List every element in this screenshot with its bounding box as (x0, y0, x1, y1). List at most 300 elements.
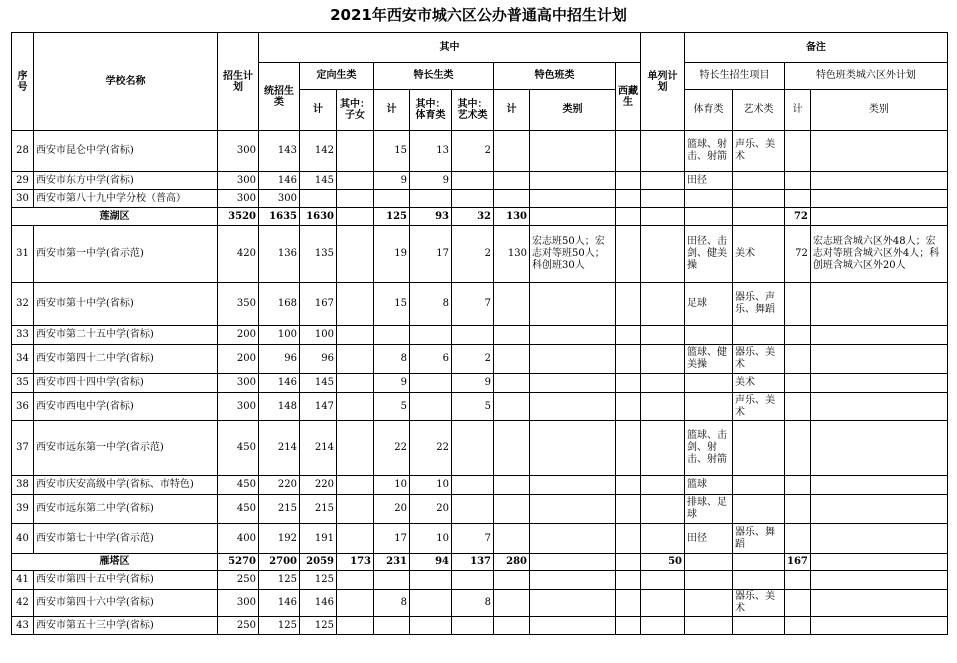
cell-tc-tiyu: 17 (410, 226, 452, 283)
cell-to-leibie (810, 208, 947, 226)
cell-seq: 38 (12, 476, 34, 495)
cell-danlie (641, 326, 685, 345)
header-ts-leibie: 类别 (530, 90, 616, 131)
cell-ts-leibie (530, 208, 616, 226)
cell-xizang (616, 524, 641, 554)
cell-tc-yishu (452, 421, 494, 476)
cell-tc-tiyu (410, 590, 452, 617)
header-danlie: 单列计划 (641, 33, 685, 131)
cell-sport: 排球、足球 (685, 495, 733, 524)
header-tiyu-lei: 体育类 (685, 90, 733, 131)
cell-to-ji (785, 283, 811, 326)
cell-ts-ji: 130 (494, 226, 530, 283)
cell-tongzhao: 215 (259, 495, 300, 524)
cell-seq: 41 (12, 571, 34, 590)
cell-dx-ji: 125 (300, 617, 337, 635)
cell-tc-ji: 231 (374, 554, 410, 571)
cell-tc-yishu: 2 (452, 345, 494, 374)
cell-ts-leibie (530, 571, 616, 590)
cell-to-ji (785, 590, 811, 617)
table-row (12, 617, 948, 635)
cell-ts-leibie (530, 326, 616, 345)
cell-dx-ji: 135 (300, 226, 337, 283)
cell-xizang (616, 190, 641, 208)
cell-school: 西安市第五十三中学(省标) (34, 617, 218, 635)
cell-sport: 篮球、射击、射箭 (685, 131, 733, 172)
cell-dx-ji: 2059 (300, 554, 337, 571)
cell-xizang (616, 476, 641, 495)
cell-tongzhao: 192 (259, 524, 300, 554)
table-row (12, 226, 948, 283)
cell-plan: 350 (218, 283, 259, 326)
cell-xizang (616, 554, 641, 571)
cell-tc-yishu (452, 617, 494, 635)
cell-danlie (641, 590, 685, 617)
cell-tongzhao: 168 (259, 283, 300, 326)
cell-dx-zinv: 173 (337, 554, 374, 571)
cell-dx-ji: 167 (300, 283, 337, 326)
cell-seq: 37 (12, 421, 34, 476)
cell-tongzhao: 125 (259, 571, 300, 590)
cell-danlie (641, 524, 685, 554)
cell-plan: 400 (218, 524, 259, 554)
cell-school: 西安市东方中学(省标) (34, 172, 218, 190)
cell-seq: 32 (12, 283, 34, 326)
cell-danlie (641, 374, 685, 393)
cell-tc-ji (374, 617, 410, 635)
cell-tongzhao: 143 (259, 131, 300, 172)
cell-ts-ji (494, 283, 530, 326)
cell-tc-yishu: 2 (452, 226, 494, 283)
cell-ts-ji (494, 326, 530, 345)
header-tc-yishu: 其中：艺术类 (452, 90, 494, 131)
cell-danlie (641, 190, 685, 208)
header-school: 学校名称 (34, 33, 218, 131)
header-tc-ji: 计 (374, 90, 410, 131)
cell-tc-yishu: 7 (452, 524, 494, 554)
table-row (12, 172, 948, 190)
cell-tc-yishu: 8 (452, 590, 494, 617)
cell-school: 西安市第十中学(省标) (34, 283, 218, 326)
cell-tc-yishu (452, 326, 494, 345)
cell-tc-yishu: 137 (452, 554, 494, 571)
cell-tc-ji: 8 (374, 590, 410, 617)
cell-dx-zinv (337, 283, 374, 326)
cell-sport: 田径 (685, 524, 733, 554)
header-tc-tiyu: 其中：体育类 (410, 90, 452, 131)
header-tc-project: 特长生招生项目 (685, 63, 785, 90)
cell-xizang (616, 226, 641, 283)
cell-sport (685, 617, 733, 635)
cell-tc-tiyu: 94 (410, 554, 452, 571)
cell-school: 西安市第一中学(省示范) (34, 226, 218, 283)
header-plan: 招生计划 (218, 33, 259, 131)
cell-art: 美术 (733, 226, 785, 283)
cell-school: 西安市第八十九中学分校（普高） (34, 190, 218, 208)
header-dx-ji: 计 (300, 90, 337, 131)
cell-to-leibie (810, 571, 947, 590)
cell-tc-yishu: 32 (452, 208, 494, 226)
cell-tongzhao: 220 (259, 476, 300, 495)
cell-art: 器乐、美术 (733, 345, 785, 374)
cell-ts-ji (494, 190, 530, 208)
cell-dx-zinv (337, 226, 374, 283)
cell-school: 西安市第四十六中学(省标) (34, 590, 218, 617)
cell-art: 器乐、美术 (733, 590, 785, 617)
cell-seq: 43 (12, 617, 34, 635)
cell-xizang (616, 421, 641, 476)
cell-ts-leibie (530, 190, 616, 208)
cell-tongzhao: 146 (259, 172, 300, 190)
cell-to-leibie (810, 345, 947, 374)
cell-seq: 30 (12, 190, 34, 208)
district-subtotal-row (12, 208, 948, 226)
header-to-ji: 计 (785, 90, 811, 131)
cell-to-leibie (810, 476, 947, 495)
cell-dx-zinv (337, 495, 374, 524)
header-to-leibie: 类别 (810, 90, 947, 131)
cell-ts-ji (494, 495, 530, 524)
cell-to-leibie (810, 554, 947, 571)
cell-tc-tiyu: 13 (410, 131, 452, 172)
cell-tc-tiyu (410, 571, 452, 590)
cell-school: 西安市第四十五中学(省标) (34, 571, 218, 590)
table-row (12, 345, 948, 374)
cell-tc-tiyu (410, 326, 452, 345)
cell-tongzhao: 2700 (259, 554, 300, 571)
cell-school: 西安市远东第一中学(省示范) (34, 421, 218, 476)
cell-dx-ji: 1630 (300, 208, 337, 226)
cell-ts-ji (494, 590, 530, 617)
cell-xizang (616, 326, 641, 345)
cell-plan: 200 (218, 326, 259, 345)
cell-ts-leibie (530, 393, 616, 421)
cell-sport (685, 190, 733, 208)
cell-danlie (641, 393, 685, 421)
cell-plan: 300 (218, 374, 259, 393)
cell-tongzhao: 100 (259, 326, 300, 345)
cell-district: 莲湖区 (12, 208, 218, 226)
cell-tc-yishu: 9 (452, 374, 494, 393)
cell-dx-ji: 145 (300, 374, 337, 393)
cell-danlie (641, 226, 685, 283)
cell-dx-zinv (337, 393, 374, 421)
cell-tc-yishu: 7 (452, 283, 494, 326)
cell-tc-ji: 125 (374, 208, 410, 226)
header-ts-ji: 计 (494, 90, 530, 131)
cell-tongzhao: 125 (259, 617, 300, 635)
cell-to-ji (785, 393, 811, 421)
cell-to-leibie (810, 326, 947, 345)
cell-xizang (616, 283, 641, 326)
table-row (12, 283, 948, 326)
cell-dx-zinv (337, 190, 374, 208)
header-qizhong: 其中 (259, 33, 641, 63)
cell-seq: 33 (12, 326, 34, 345)
cell-art (733, 421, 785, 476)
cell-dx-ji: 214 (300, 421, 337, 476)
cell-art: 声乐、美术 (733, 393, 785, 421)
cell-tc-ji: 9 (374, 172, 410, 190)
table-row (12, 476, 948, 495)
cell-dx-zinv (337, 131, 374, 172)
cell-dx-zinv (337, 421, 374, 476)
cell-danlie (641, 617, 685, 635)
cell-tongzhao: 146 (259, 374, 300, 393)
cell-school: 西安市西电中学(省标) (34, 393, 218, 421)
cell-to-leibie (810, 131, 947, 172)
cell-sport: 足球 (685, 283, 733, 326)
cell-to-ji (785, 172, 811, 190)
cell-art (733, 208, 785, 226)
cell-tc-ji: 10 (374, 476, 410, 495)
cell-school: 西安市第二十五中学(省标) (34, 326, 218, 345)
cell-plan: 300 (218, 393, 259, 421)
cell-tongzhao: 96 (259, 345, 300, 374)
cell-tc-tiyu: 9 (410, 172, 452, 190)
cell-dx-ji: 146 (300, 590, 337, 617)
cell-tongzhao: 214 (259, 421, 300, 476)
cell-tc-ji (374, 190, 410, 208)
cell-sport (685, 590, 733, 617)
cell-tc-tiyu: 10 (410, 476, 452, 495)
cell-tc-tiyu: 22 (410, 421, 452, 476)
cell-to-leibie (810, 283, 947, 326)
cell-ts-leibie (530, 131, 616, 172)
cell-xizang (616, 374, 641, 393)
cell-danlie (641, 283, 685, 326)
cell-ts-ji (494, 131, 530, 172)
cell-art (733, 495, 785, 524)
cell-dx-ji: 220 (300, 476, 337, 495)
cell-dx-ji (300, 190, 337, 208)
cell-tc-ji (374, 571, 410, 590)
table-row (12, 590, 948, 617)
cell-tc-ji (374, 326, 410, 345)
cell-xizang (616, 617, 641, 635)
cell-plan: 3520 (218, 208, 259, 226)
cell-plan: 250 (218, 617, 259, 635)
cell-sport (685, 208, 733, 226)
cell-seq: 28 (12, 131, 34, 172)
cell-sport: 田径、击剑、健美操 (685, 226, 733, 283)
cell-to-leibie (810, 421, 947, 476)
cell-to-ji (785, 571, 811, 590)
table-row (12, 374, 948, 393)
cell-art: 器乐、声乐、舞蹈 (733, 283, 785, 326)
cell-xizang (616, 172, 641, 190)
cell-art (733, 190, 785, 208)
table-row (12, 131, 948, 172)
header-techang: 特长生类 (374, 63, 494, 90)
cell-to-ji (785, 524, 811, 554)
cell-tongzhao: 300 (259, 190, 300, 208)
cell-to-ji (785, 617, 811, 635)
cell-ts-leibie: 宏志班50人；宏志对等班50人；科创班30人 (530, 226, 616, 283)
cell-danlie (641, 476, 685, 495)
cell-tongzhao: 148 (259, 393, 300, 421)
cell-sport (685, 326, 733, 345)
cell-dx-zinv (337, 326, 374, 345)
header-beizhu: 备注 (685, 33, 948, 63)
cell-to-ji (785, 345, 811, 374)
cell-dx-ji: 96 (300, 345, 337, 374)
cell-district: 雁塔区 (12, 554, 218, 571)
cell-art (733, 617, 785, 635)
cell-tc-tiyu: 93 (410, 208, 452, 226)
header-tese: 特色班类 (494, 63, 616, 90)
cell-xizang (616, 393, 641, 421)
cell-plan: 450 (218, 495, 259, 524)
cell-art: 声乐、美术 (733, 131, 785, 172)
cell-tc-ji: 17 (374, 524, 410, 554)
cell-plan: 300 (218, 590, 259, 617)
cell-art: 美术 (733, 374, 785, 393)
cell-dx-zinv (337, 524, 374, 554)
cell-tc-ji: 19 (374, 226, 410, 283)
cell-danlie (641, 571, 685, 590)
cell-tc-yishu (452, 190, 494, 208)
cell-dx-ji: 142 (300, 131, 337, 172)
cell-school: 西安市第四十二中学(省标) (34, 345, 218, 374)
cell-ts-ji (494, 374, 530, 393)
cell-seq: 31 (12, 226, 34, 283)
header-seq: 序号 (12, 33, 34, 131)
cell-school: 西安市昆仑中学(省标) (34, 131, 218, 172)
cell-danlie (641, 208, 685, 226)
cell-sport: 篮球 (685, 476, 733, 495)
cell-danlie (641, 172, 685, 190)
cell-danlie (641, 421, 685, 476)
cell-ts-ji (494, 524, 530, 554)
cell-ts-ji (494, 617, 530, 635)
cell-sport (685, 554, 733, 571)
cell-to-leibie (810, 172, 947, 190)
cell-xizang (616, 590, 641, 617)
cell-ts-ji (494, 421, 530, 476)
cell-dx-zinv (337, 476, 374, 495)
cell-school: 西安市庆安高级中学(省标、市特色) (34, 476, 218, 495)
cell-tc-yishu (452, 172, 494, 190)
cell-dx-zinv (337, 172, 374, 190)
cell-ts-leibie (530, 172, 616, 190)
cell-tc-tiyu: 20 (410, 495, 452, 524)
cell-dx-ji: 100 (300, 326, 337, 345)
cell-art (733, 554, 785, 571)
cell-ts-ji (494, 345, 530, 374)
cell-to-ji: 72 (785, 208, 811, 226)
cell-to-leibie (810, 374, 947, 393)
cell-plan: 450 (218, 476, 259, 495)
cell-sport: 篮球、击剑、射击、射箭 (685, 421, 733, 476)
cell-tc-tiyu: 8 (410, 283, 452, 326)
cell-ts-ji (494, 393, 530, 421)
cell-ts-leibie (530, 421, 616, 476)
cell-to-leibie (810, 393, 947, 421)
cell-seq: 34 (12, 345, 34, 374)
cell-seq: 42 (12, 590, 34, 617)
cell-dx-zinv (337, 590, 374, 617)
cell-tc-ji: 15 (374, 131, 410, 172)
cell-plan: 420 (218, 226, 259, 283)
enrollment-table (11, 32, 948, 635)
cell-ts-leibie (530, 617, 616, 635)
cell-tc-tiyu (410, 393, 452, 421)
cell-plan: 300 (218, 131, 259, 172)
cell-plan: 300 (218, 172, 259, 190)
cell-to-ji (785, 326, 811, 345)
cell-dx-zinv (337, 571, 374, 590)
cell-dx-ji: 125 (300, 571, 337, 590)
cell-seq: 39 (12, 495, 34, 524)
cell-school: 西安市远东第二中学(省标) (34, 495, 218, 524)
cell-to-leibie (810, 524, 947, 554)
cell-sport (685, 393, 733, 421)
cell-dx-ji: 147 (300, 393, 337, 421)
cell-tc-ji: 5 (374, 393, 410, 421)
cell-xizang (616, 131, 641, 172)
header-tese-outside: 特色班类城六区外计划 (785, 63, 948, 90)
cell-tongzhao: 1635 (259, 208, 300, 226)
table-row (12, 326, 948, 345)
cell-danlie (641, 345, 685, 374)
header-dx-zinv: 其中：子女 (337, 90, 374, 131)
header-tongzhao: 统招生类 (259, 63, 300, 131)
cell-tc-ji: 20 (374, 495, 410, 524)
page-title: 2021年西安市城六区公办普通高中招生计划 (330, 6, 627, 24)
cell-dx-zinv (337, 345, 374, 374)
cell-ts-ji: 280 (494, 554, 530, 571)
table-row (12, 190, 948, 208)
cell-ts-leibie (530, 495, 616, 524)
cell-ts-leibie (530, 590, 616, 617)
cell-sport: 篮球、健美操 (685, 345, 733, 374)
cell-to-ji (785, 421, 811, 476)
cell-tc-yishu: 5 (452, 393, 494, 421)
cell-sport (685, 374, 733, 393)
cell-ts-leibie (530, 283, 616, 326)
cell-to-ji (785, 190, 811, 208)
cell-tc-ji: 8 (374, 345, 410, 374)
cell-tc-tiyu (410, 374, 452, 393)
header-yishu-lei: 艺术类 (733, 90, 785, 131)
cell-to-leibie: 宏志班含城六区外48人；宏志对等班含城六区外4人；科创班含城六区外20人 (810, 226, 947, 283)
cell-ts-leibie (530, 374, 616, 393)
cell-ts-ji (494, 571, 530, 590)
cell-seq: 35 (12, 374, 34, 393)
cell-seq: 29 (12, 172, 34, 190)
cell-tongzhao: 136 (259, 226, 300, 283)
cell-art (733, 172, 785, 190)
cell-to-ji (785, 374, 811, 393)
cell-seq: 36 (12, 393, 34, 421)
cell-art (733, 476, 785, 495)
cell-dx-zinv (337, 374, 374, 393)
cell-tc-ji: 9 (374, 374, 410, 393)
cell-tc-tiyu (410, 617, 452, 635)
cell-dx-zinv (337, 617, 374, 635)
cell-to-leibie (810, 590, 947, 617)
cell-danlie (641, 131, 685, 172)
cell-to-leibie (810, 617, 947, 635)
cell-tc-yishu (452, 495, 494, 524)
cell-tc-tiyu: 6 (410, 345, 452, 374)
table-row (12, 421, 948, 476)
cell-dx-zinv (337, 208, 374, 226)
cell-danlie (641, 495, 685, 524)
cell-school: 西安市四十四中学(省标) (34, 374, 218, 393)
cell-art (733, 571, 785, 590)
